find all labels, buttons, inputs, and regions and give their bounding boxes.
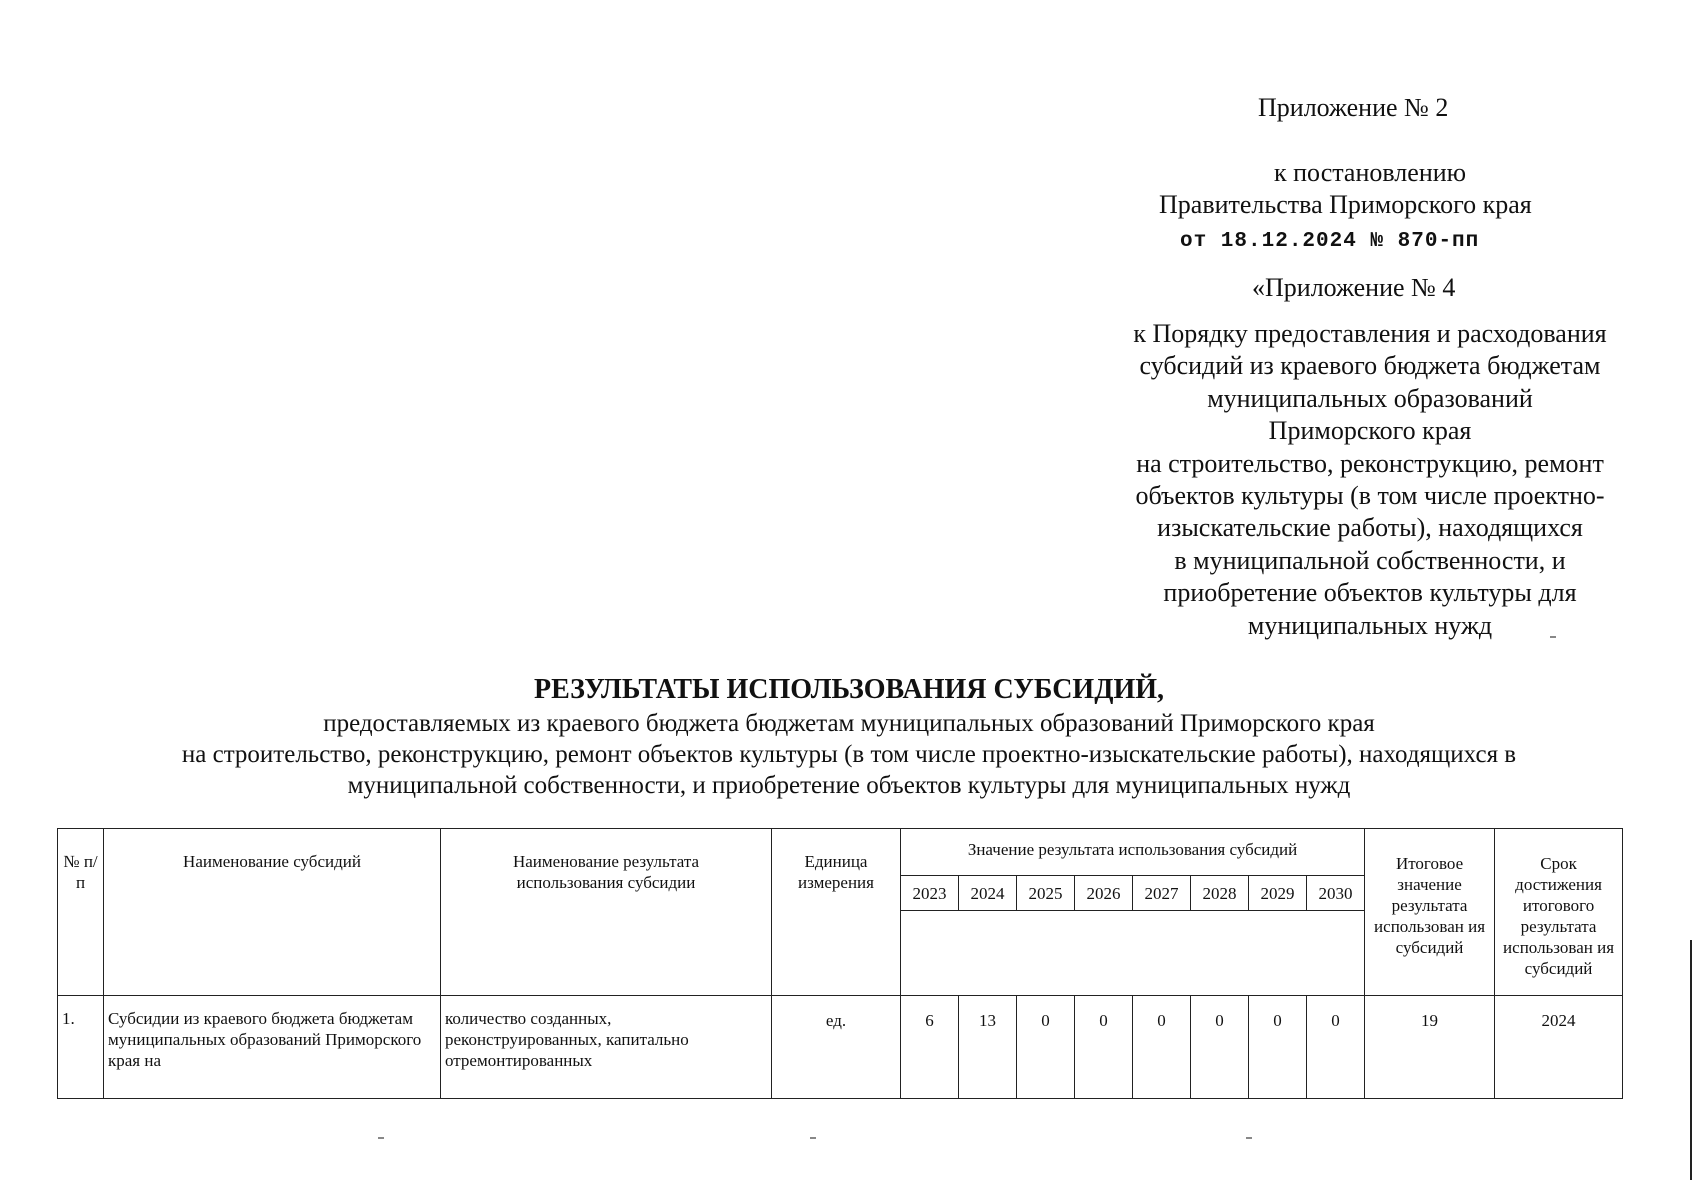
row-subsidy-name: Субсидии из краевого бюджета бюджетам муниципальных образований Приморского края на	[104, 996, 441, 1099]
row-value-2025: 0	[1017, 996, 1075, 1099]
row-value-2027: 0	[1133, 996, 1191, 1099]
order-line: приобретение объектов культуры для	[1163, 578, 1577, 608]
order-line: на строительство, реконструкцию, ремонт	[1136, 448, 1604, 478]
year-header: 2023	[901, 876, 959, 911]
header-values-group: Значение результата использования субсидий	[901, 829, 1365, 876]
row-value-2026: 0	[1075, 996, 1133, 1099]
title-sub-1: предоставляемых из краевого бюджета бюджетам муниципальных образований Приморского края	[323, 710, 1375, 737]
row-value-2029: 0	[1249, 996, 1307, 1099]
year-header: 2028	[1191, 876, 1249, 911]
header-result-name: Наименование результата использования субсидии	[441, 829, 772, 996]
appendix-4-title: «Приложение № 4	[1252, 273, 1456, 302]
row-final-value: 19	[1365, 996, 1495, 1099]
row-value-2024: 13	[959, 996, 1017, 1099]
document-title	[40, 672, 1658, 801]
year-header: 2027	[1133, 876, 1191, 911]
year-header: 2026	[1075, 876, 1133, 911]
row-value-2023: 6	[901, 996, 959, 1099]
title-sub-2: на строительство, реконструкцию, ремонт объектов культуры (в том числе проектно-изыскательские работы), находящихся в	[181, 741, 1517, 768]
header-final-value: Итоговое значение результата использован ия субсидий	[1365, 829, 1495, 996]
appendix-title: Приложение № 2	[1258, 93, 1449, 122]
resolution-line-2: Правительства Приморского края	[1159, 190, 1532, 219]
order-line: в муниципальной собственности, и	[1174, 545, 1566, 575]
row-deadline: 2024	[1495, 996, 1623, 1099]
row-value-2030: 0	[1307, 996, 1365, 1099]
scan-dot	[1550, 636, 1556, 638]
year-columns-filler	[901, 911, 1365, 996]
row-unit: ед.	[772, 996, 901, 1099]
title-main: РЕЗУЛЬТАТЫ ИСПОЛЬЗОВАНИЯ СУБСИДИЙ,	[533, 674, 1165, 705]
header-deadline: Срок достижения итогового результата использован ия субсидий	[1495, 829, 1623, 996]
year-header: 2029	[1249, 876, 1307, 911]
order-line: муниципальных нужд	[1247, 610, 1493, 640]
row-result-name: количество созданных, реконструированных, капитально отремонтированных	[441, 996, 772, 1099]
year-header: 2024	[959, 876, 1017, 911]
header-unit: Единица измерения	[772, 829, 901, 996]
scan-dot	[378, 1137, 384, 1139]
header-subsidy-name: Наименование субсидий	[104, 829, 441, 996]
order-line: объектов культуры (в том числе проектно-	[1135, 481, 1605, 511]
header-num: № п/п	[58, 829, 104, 996]
results-table	[57, 828, 1623, 1099]
resolution-line-1: к постановлению	[1274, 158, 1467, 187]
row-value-2028: 0	[1191, 996, 1249, 1099]
order-line: к Порядку предоставления и расходования	[1133, 319, 1607, 348]
resolution-date-number: от 18.12.2024 № 870-пп	[1180, 230, 1480, 253]
order-line: субсидий из краевого бюджета бюджетам	[1139, 351, 1601, 381]
scan-dot	[1246, 1137, 1252, 1139]
title-sub-3: муниципальной собственности, и приобретение объектов культуры для муниципальных нужд	[347, 772, 1351, 799]
row-num: 1.	[58, 996, 104, 1099]
order-reference	[1090, 318, 1650, 642]
year-header: 2025	[1017, 876, 1075, 911]
scan-edge-line	[1690, 940, 1692, 1180]
table-row	[58, 996, 1623, 1099]
order-line: муниципальных образований	[1207, 383, 1533, 413]
order-line: изыскательские работы), находящихся	[1157, 513, 1583, 543]
year-header: 2030	[1307, 876, 1365, 911]
scan-dot	[810, 1137, 816, 1139]
order-line: Приморского края	[1268, 416, 1472, 446]
